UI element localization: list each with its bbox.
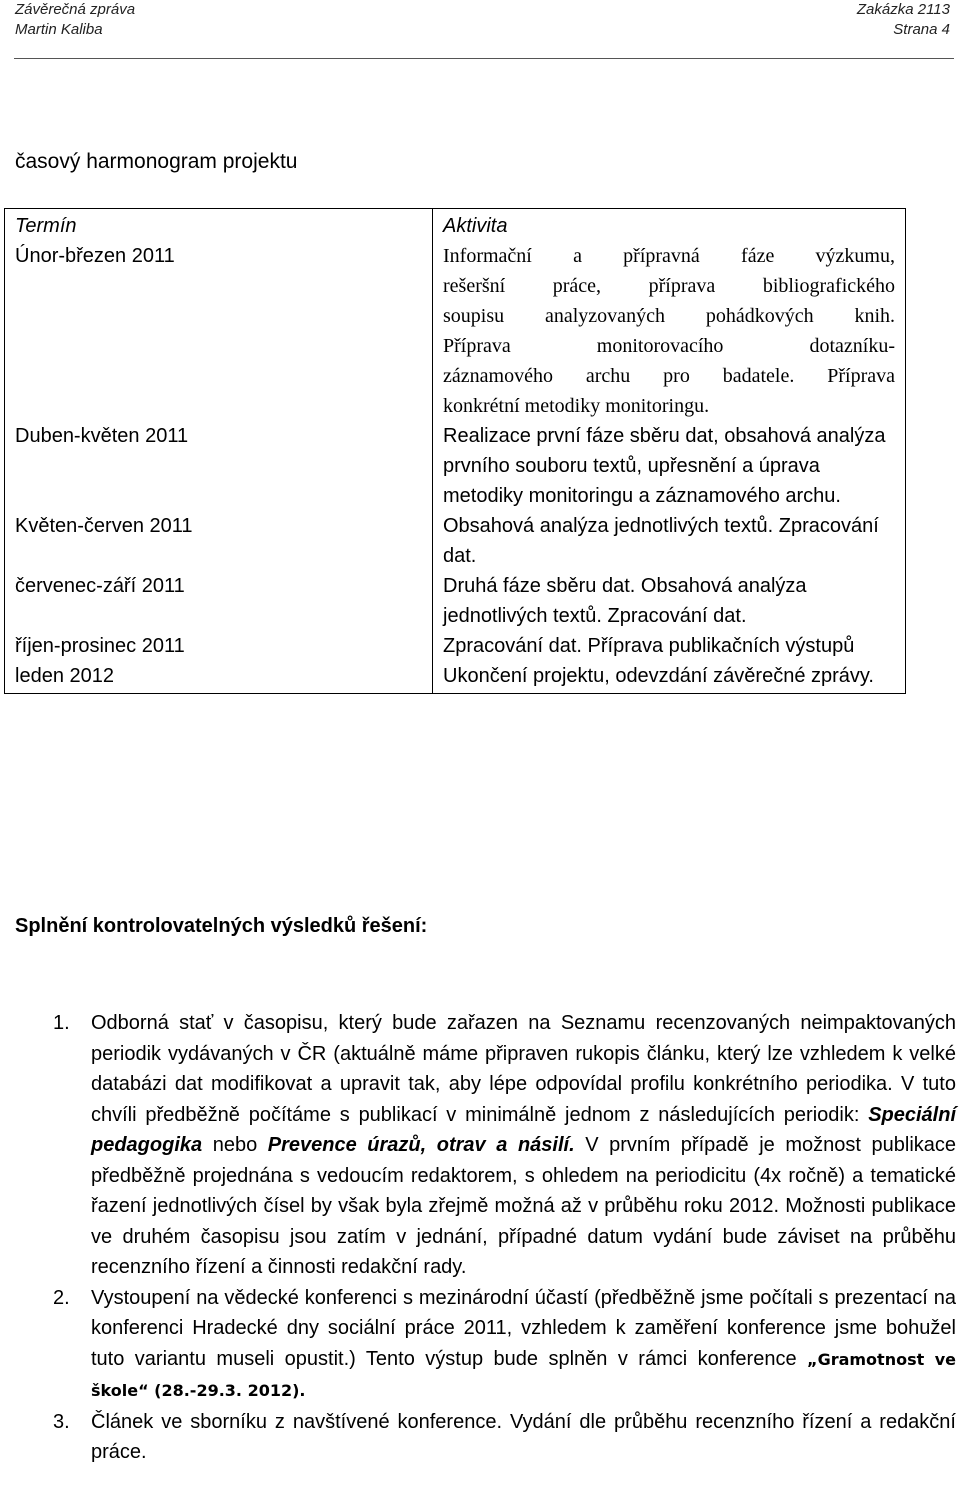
list-item xyxy=(0,1283,956,1407)
table-row xyxy=(5,631,906,661)
list-number: 2. xyxy=(53,1286,70,1309)
journal-name: Prevence úrazů, otrav a násilí. xyxy=(267,1134,575,1156)
schedule-title: časový harmonogram projektu xyxy=(15,150,298,173)
item-text: Vystoupení na vědecké konferenci s mezinárodní účastí (předběžně jsme počítali s prezentací na konferenci Hradecké dny sociální práce 2011, vzhledem k zaměření konference jsme bohužel tuto variantu museli opustit.) Tento výstup bude splněn v rámci konference xyxy=(91,1286,956,1370)
activity-cell: Realizace první fáze sběru dat, obsahová analýza prvního souboru textů, upřesnění a úprava metodiky monitoringu a záznamového archu. xyxy=(433,421,906,511)
column-header-term: Termín xyxy=(5,209,433,242)
term-cell: Duben-květen 2011 xyxy=(5,421,433,511)
item-text: nebo xyxy=(202,1134,268,1156)
term-cell: Květen-červen 2011 xyxy=(5,511,433,571)
document-type: Závěrečná zpráva xyxy=(15,1,136,18)
list-item xyxy=(0,1008,956,1283)
activity-line: záznamového archu pro badatele. Příprava xyxy=(443,365,895,387)
term-cell: říjen-prosinec 2011 xyxy=(5,631,433,661)
list-item xyxy=(0,1407,956,1468)
activity-cell: Ukončení projektu, odevzdání závěrečné zprávy. xyxy=(433,661,906,694)
table-row xyxy=(5,421,906,511)
results-list xyxy=(0,1008,956,1468)
table-row xyxy=(5,661,906,694)
table-row xyxy=(5,571,906,631)
activity-line: konkrétní metodiky monitoringu. xyxy=(443,395,710,417)
conference-name: „Gramotnost ve škole“ (28.-29.3. 2012). xyxy=(91,1349,956,1400)
table-row xyxy=(5,511,906,571)
item-text: V prvním případě je možnost publikace předběžně projednána s vedoucím redaktorem, s ohledem na periodicitu (4x ročně) a tematické řazení jednotlivých čísel by však byla zřejmě možná až v průběhu roku 2012. Možnosti publikace ve druhém časopisu jsou zatím v jednání, případné datum vydání bude záviset na průběhu recenzního řízení a činnosti redakční rady. xyxy=(91,1134,957,1278)
header-divider xyxy=(14,58,954,59)
results-heading: Splnění kontrolovatelných výsledků řešení: xyxy=(15,915,428,937)
author-name: Martin Kaliba xyxy=(15,21,103,38)
term-cell: červenec-září 2011 xyxy=(5,571,433,631)
activity-cell xyxy=(433,241,906,421)
page-header-right xyxy=(857,0,950,40)
activity-cell: Obsahová analýza jednotlivých textů. Zpracování dat. xyxy=(433,511,906,571)
order-number: Zakázka 2113 xyxy=(856,1,950,18)
activity-cell: Druhá fáze sběru dat. Obsahová analýza jednotlivých textů. Zpracování dat. xyxy=(433,571,906,631)
table-header-row xyxy=(5,209,906,242)
activity-line: soupisu analyzovaných pohádkových knih. xyxy=(443,305,895,327)
term-cell: leden 2012 xyxy=(5,661,433,694)
item-text: Odborná stať v časopisu, který bude zařazen na Seznamu recenzovaných neimpaktovaných periodik vydávaných v ČR (aktuálně máme připraven rukopis článku, který lze vzhledem k velké databázi dat modifikovat a upravit tak, aby lépe odpovídal profilu konkrétního periodika. V tuto chvíli předběžně počítáme s publikací v minimálně jednom z následujících periodik: xyxy=(91,1012,956,1126)
page-number: Strana 4 xyxy=(893,21,950,38)
schedule-table xyxy=(4,208,906,694)
item-text: Článek ve sborníku z navštívené konference. Vydání dle průběhu recenzního řízení a redakční práce. xyxy=(91,1410,956,1463)
activity-line: Informační a přípravná fáze výzkumu, xyxy=(443,245,895,267)
activity-line: rešeršní práce, příprava bibliografického xyxy=(443,275,895,297)
term-cell: Únor-březen 2011 xyxy=(5,241,433,421)
list-number: 1. xyxy=(53,1012,70,1034)
page-header-left xyxy=(15,0,135,40)
journal-name: Speciální pedagogika xyxy=(91,1103,956,1156)
table-row xyxy=(5,241,906,421)
activity-line: Příprava monitorovacího dotazníku- xyxy=(443,335,895,357)
column-header-activity: Aktivita xyxy=(433,209,906,242)
activity-cell: Zpracování dat. Příprava publikačních výstupů xyxy=(433,631,906,661)
list-number: 3. xyxy=(53,1410,70,1433)
